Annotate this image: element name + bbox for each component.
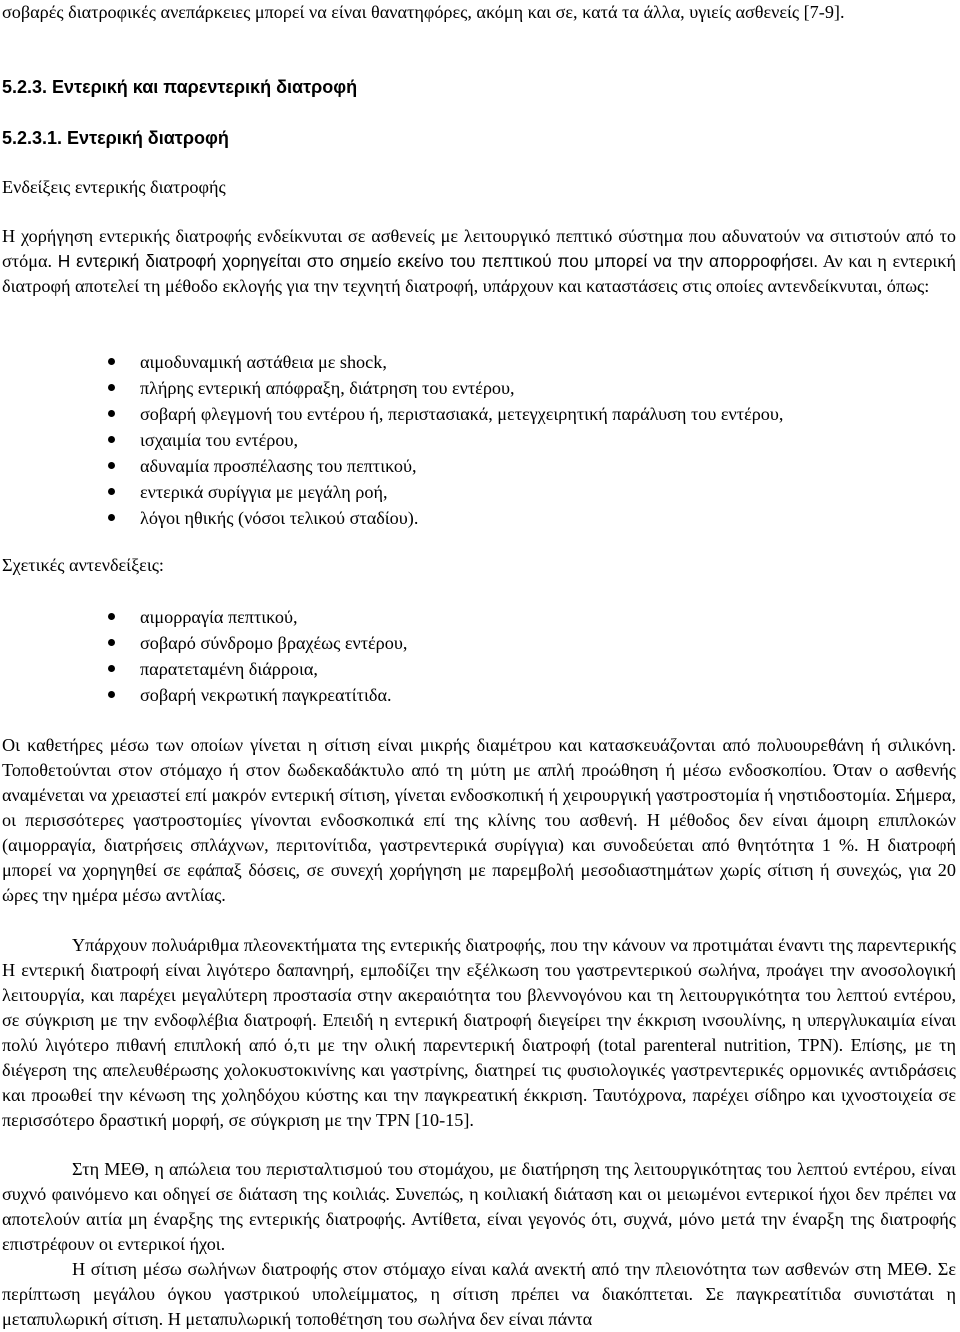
catheters-paragraph: Οι καθετήρες μέσω των οποίων γίνεται η σίτιση είναι μικρής διαμέτρου και κατασκευάζονται από πολυουρεθάνη ή σιλικόνη. Τοποθετούνται στον στόμαχο ή στον δωδεκαδάκτυλο από τη μύτη με απλή προώθηση ή μέσω ενδοσκοπίου. Όταν ο ασθενής αναμένεται να χρειαστεί επί μακρόν εντερική σίτιση, γίνεται ενδοσκοπική ή χειρουργική γαστροστομία ή νηστιδοστομία. Σήμερα, οι περισσότερες γαστροστομίες γίνονται ενδοσκοπικά επί της κλίνης του ασθενή. Η μέθοδος δεν είναι άμοιρη επιπλοκών (αιμορραγία, διατρήσεις σπλάχνων, περιτονίτιδα, γαστρεντερικά συρίγγια) και συνοδεύεται από θνητότητα 1 %. Η διατροφή μπορεί να χορηγηθεί σε εφάπαξ δόσεις, σε συνεχή χορήγηση με παρεμβολή μεσοδιαστημάτων χωρίς σίτιση ή συνεχώς, για 20 ώρες την ημέρα μέσω αντλίας. xyxy=(2,735,956,905)
list-item: σοβαρό σύνδρομο βραχέως εντέρου, xyxy=(0,630,407,656)
advantages-paragraph: Υπάρχουν πολυάριθμα πλεονεκτήματα της εντερικής διατροφής, που την κάνουν να προτιμάται έναντι της παρεντερικής Η εντερική διατροφή είναι λιγότερο δαπανηρή, εμποδίζει την εξέλκωση του γαστρεντερικού σωλήνα, προάγει την ανοσολογική λειτουργία, και παρέχει μεγαλύτερη προστασία στην ακεραιότητα του βλεννογόνου και τη λειτουργικότητα του λεπτού εντέρου, σε σύγκριση με την ενδοφλέβια διατροφή. Επειδή η εντερική διατροφή διεγείρει την έκκριση ινσουλίνης, η υπεργλυκαιμία είναι πολύ λιγότερο πιθανή επιπλοκή από ό,τι με την ολική παρεντερική διατροφή (total parenteral nutrition, TPN). Επίσης, με τη διέγερση της απελευθέρωσης χολοκυστοκινίνης και γαστρίνης, διατηρεί τις φυσιολογικές γαστρεντερικές ορμονικές αντιδράσεις και προωθεί την κένωση της χοληδόχου κύστης και την παγκρεατική έκκριση. Ταυτόχρονα, παρέχει σίδηρο και ιχνοστοιχεία σε περισσότερο δραστική μορφή, σε σύγκριση με την TPN [10-15]. xyxy=(2,935,956,1130)
top-paragraph: σοβαρές διατροφικές ανεπάρκειες μπορεί να είναι θανατηφόρες, ακόμη και σε, κατά τα άλλα, υγιείς ασθενείς [7-9]. xyxy=(2,2,845,22)
section-heading-5-2-3: 5.2.3. Εντερική και παρεντερική διατροφή xyxy=(2,77,358,97)
list-item: αδυναμία προσπέλασης του πεπτικού, xyxy=(0,453,783,479)
gastric-feeding-paragraph: Η σίτιση μέσω σωλήνων διατροφής στον στόμαχο είναι καλά ανεκτή από την πλειονότητα των ασθενών στη ΜΕΘ. Σε περίπτωση μεγάλου όγκου γαστρικού υπολείμματος, η σίτιση πρέπει να διακόπτεται. Σε παγκρεατίτιδα συνιστάται η μεταπυλωρική σίτιση. Η μεταπυλωρική τοποθέτηση του σωλήνα δεν είναι πάντα xyxy=(2,1259,956,1329)
bullet-icon xyxy=(108,639,115,646)
contraindications-list xyxy=(0,349,783,531)
bullet-icon xyxy=(108,514,115,521)
indications-text-1: Η χορήγηση εντερικής διατροφής ενδείκνυται σε ασθενείς με λειτουργικό πεπτικό σύστημα που αδυνατούν να σιτιστούν από το στόμα. xyxy=(2,226,956,271)
bullet-icon xyxy=(108,358,115,365)
indications-text-2: Η εντερική διατροφή χορηγείται στο σημείο εκείνο του πεπτικού που μπορεί να την απορροφήσει. xyxy=(57,251,819,271)
list-item: σοβαρή φλεγμονή του εντέρου ή, περιστασιακά, μετεγχειρητική παράλυση του εντέρου, xyxy=(0,401,783,427)
bullet-icon xyxy=(108,488,115,495)
list-item: σοβαρή νεκρωτική παγκρεατίτιδα. xyxy=(0,682,407,708)
bullet-icon xyxy=(108,691,115,698)
list-item: αιμοδυναμική αστάθεια με shock, xyxy=(0,349,783,375)
list-item: πλήρης εντερική απόφραξη, διάτρηση του εντέρου, xyxy=(0,375,783,401)
list-item: ισχαιμία του εντέρου, xyxy=(0,427,783,453)
icu-paragraph: Στη ΜΕΘ, η απώλεια του περισταλτισμού του στομάχου, με διατήρηση της λειτουργικότητας του λεπτού εντέρου, είναι συχνό φαινόμενο και οδηγεί σε διάταση της κοιλιάς. Συνεπώς, η κοιλιακή διάταση και οι μειωμένοι εντερικοί ήχοι δεν πρέπει να αποτελούν αιτία μη έναρξης της εντερικής διατροφής. Αντίθετα, είναι γεγονός ότι, συχνά, μόνο μετά την έναρξη της διατροφής επιστρέφουν οι εντερικοί ήχοι. xyxy=(2,1159,956,1254)
list-item: παρατεταμένη διάρροια, xyxy=(0,656,407,682)
bullet-icon xyxy=(108,436,115,443)
indications-text-3: Αν και η εντερική διατροφή αποτελεί τη μέθοδο εκλογής για την τεχνητή διατροφή, υπάρχουν και καταστάσεις στις οποίες αντενδείκνυται, όπως: xyxy=(2,251,956,296)
list-item: αιμορραγία πεπτικού, xyxy=(0,604,407,630)
section-heading-5-2-3-1: 5.2.3.1. Εντερική διατροφή xyxy=(2,128,229,148)
list-item: λόγοι ηθικής (νόσοι τελικού σταδίου). xyxy=(0,505,783,531)
bullet-icon xyxy=(108,665,115,672)
bullet-icon xyxy=(108,462,115,469)
relative-contraindications-list xyxy=(0,604,407,708)
indications-title: Ενδείξεις εντερικής διατροφής xyxy=(2,177,226,197)
bullet-icon xyxy=(108,410,115,417)
bullet-icon xyxy=(108,384,115,391)
list-item: εντερικά συρίγγια με μεγάλη ροή, xyxy=(0,479,783,505)
relative-contraindications-title: Σχετικές αντενδείξεις: xyxy=(2,555,164,575)
indications-paragraph xyxy=(2,224,956,299)
bullet-icon xyxy=(108,613,115,620)
